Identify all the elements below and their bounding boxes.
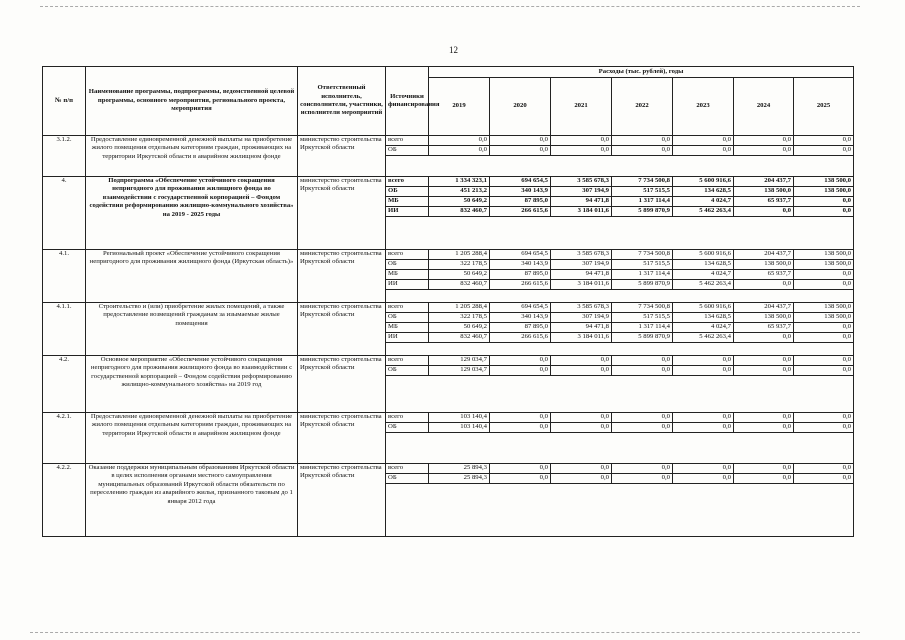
value-cell: 340 143,9 — [490, 260, 551, 270]
value-cell: 0,0 — [794, 333, 854, 343]
row-number: 3.1.2. — [43, 136, 86, 177]
value-cell: 0,0 — [673, 464, 734, 474]
row-responsible: министерство строительства Иркутской области — [298, 250, 386, 303]
row-name: Подпрограмма «Обеспечение устойчивого сокращения непригодного для проживания жилищного фонда во взаимодействии с государственной корпорацией – Фондом содействия реформированию жилищно-коммунального хозяйства» на 2019 - 2025 годы — [86, 177, 298, 250]
source-cell: ОБ — [386, 423, 429, 433]
value-cell: 0,0 — [734, 356, 794, 366]
value-cell: 0,0 — [794, 323, 854, 333]
value-cell: 4 024,7 — [673, 323, 734, 333]
row-responsible: министерство строительства Иркутской области — [298, 464, 386, 537]
value-cell: 0,0 — [673, 413, 734, 423]
value-cell: 5 462 263,4 — [673, 280, 734, 290]
value-cell: 0,0 — [794, 270, 854, 280]
value-cell: 103 140,4 — [429, 413, 490, 423]
source-cell: всего — [386, 464, 429, 474]
value-cell: 0,0 — [612, 146, 673, 156]
value-cell: 129 034,7 — [429, 356, 490, 366]
value-cell: 0,0 — [551, 366, 612, 376]
value-cell: 4 024,7 — [673, 270, 734, 280]
row-responsible: министерство строительства Иркутской области — [298, 356, 386, 413]
value-cell: 0,0 — [612, 136, 673, 146]
value-cell: 832 460,7 — [429, 207, 490, 217]
value-cell: 5 899 870,9 — [612, 333, 673, 343]
row-responsible: министерство строительства Иркутской области — [298, 303, 386, 356]
value-cell: 0,0 — [794, 464, 854, 474]
filler-cell — [386, 156, 854, 177]
source-cell: всего — [386, 303, 429, 313]
source-cell: ОБ — [386, 260, 429, 270]
value-cell: 0,0 — [490, 366, 551, 376]
page-number: 12 — [449, 45, 458, 55]
value-cell: 0,0 — [612, 423, 673, 433]
row-number: 4.1.1. — [43, 303, 86, 356]
value-cell: 1 334 323,1 — [429, 177, 490, 187]
scan-noise — [30, 632, 860, 633]
value-cell: 517 515,5 — [612, 313, 673, 323]
value-cell: 65 937,7 — [734, 270, 794, 280]
value-cell: 517 515,5 — [612, 260, 673, 270]
value-cell: 0,0 — [429, 146, 490, 156]
filler-cell — [386, 376, 854, 413]
value-cell: 1 317 114,4 — [612, 197, 673, 207]
value-cell: 0,0 — [490, 413, 551, 423]
value-cell: 7 734 500,8 — [612, 303, 673, 313]
value-cell: 65 937,7 — [734, 197, 794, 207]
value-cell: 307 194,9 — [551, 260, 612, 270]
header-year: 2020 — [490, 78, 551, 136]
value-cell: 451 213,2 — [429, 187, 490, 197]
value-cell: 50 649,2 — [429, 270, 490, 280]
value-cell: 0,0 — [673, 136, 734, 146]
value-cell: 1 317 114,4 — [612, 323, 673, 333]
row-name: Основное мероприятие «Обеспечение устойчивого сокращения непригодного для проживания жилищного фонда во взаимодействии с государственной корпорацией – Фондом содействия реформированию жилищно-коммунального хозяйства» на 2019 год — [86, 356, 298, 413]
value-cell: 517 515,5 — [612, 187, 673, 197]
value-cell: 0,0 — [734, 280, 794, 290]
value-cell: 0,0 — [734, 146, 794, 156]
value-cell: 1 205 288,4 — [429, 250, 490, 260]
header-year: 2023 — [673, 78, 734, 136]
value-cell: 322 178,5 — [429, 260, 490, 270]
row-name: Строительство и (или) приобретение жилых помещений, а также предоставление возмещений гражданам за изымаемые жилые помещения — [86, 303, 298, 356]
filler-cell — [386, 484, 854, 537]
value-cell: 266 615,6 — [490, 280, 551, 290]
value-cell: 266 615,6 — [490, 207, 551, 217]
value-cell: 5 600 916,6 — [673, 250, 734, 260]
value-cell: 94 471,8 — [551, 270, 612, 280]
value-cell: 103 140,4 — [429, 423, 490, 433]
value-cell: 50 649,2 — [429, 323, 490, 333]
value-cell: 138 500,0 — [794, 187, 854, 197]
header-year: 2021 — [551, 78, 612, 136]
source-cell: МБ — [386, 270, 429, 280]
value-cell: 0,0 — [794, 207, 854, 217]
row-name: Оказание поддержки муниципальным образованиям Иркутской области в целях исполнения органами местного самоуправления муниципальных образований Иркутской области обязательств по переселению граждан из аварийного жилья, признанного таковым до 1 января 2012 года — [86, 464, 298, 537]
value-cell: 694 654,5 — [490, 303, 551, 313]
header-row — [43, 67, 854, 78]
value-cell: 3 585 678,3 — [551, 177, 612, 187]
table-row — [43, 303, 854, 313]
value-cell: 0,0 — [612, 464, 673, 474]
value-cell: 0,0 — [490, 464, 551, 474]
filler-cell — [386, 217, 854, 250]
source-cell: ОБ — [386, 474, 429, 484]
source-cell: МБ — [386, 323, 429, 333]
value-cell: 1 205 288,4 — [429, 303, 490, 313]
value-cell: 0,0 — [612, 356, 673, 366]
value-cell: 0,0 — [734, 423, 794, 433]
row-number: 4. — [43, 177, 86, 250]
header-year: 2022 — [612, 78, 673, 136]
value-cell: 0,0 — [734, 207, 794, 217]
value-cell: 204 437,7 — [734, 177, 794, 187]
value-cell: 138 500,0 — [794, 260, 854, 270]
value-cell: 0,0 — [612, 474, 673, 484]
source-cell: ОБ — [386, 187, 429, 197]
source-cell: всего — [386, 177, 429, 187]
value-cell: 0,0 — [794, 356, 854, 366]
value-cell: 0,0 — [734, 413, 794, 423]
value-cell: 0,0 — [551, 423, 612, 433]
filler-cell — [386, 290, 854, 303]
value-cell: 5 899 870,9 — [612, 207, 673, 217]
header-name: Наименование программы, подпрограммы, ведомственной целевой программы, основного мероприятия, регионального проекта, мероприятия — [86, 67, 298, 136]
filler-cell — [386, 433, 854, 464]
value-cell: 3 184 011,6 — [551, 207, 612, 217]
value-cell: 0,0 — [673, 474, 734, 484]
table-row — [43, 136, 854, 146]
header-source: Источники финансирования — [386, 67, 429, 136]
value-cell: 1 317 114,4 — [612, 270, 673, 280]
value-cell: 134 628,5 — [673, 313, 734, 323]
value-cell: 138 500,0 — [734, 313, 794, 323]
value-cell: 0,0 — [673, 146, 734, 156]
value-cell: 87 895,0 — [490, 270, 551, 280]
budget-table — [42, 66, 854, 537]
value-cell: 5 462 263,4 — [673, 333, 734, 343]
source-cell: ИИ — [386, 333, 429, 343]
value-cell: 0,0 — [794, 197, 854, 207]
value-cell: 5 600 916,6 — [673, 303, 734, 313]
value-cell: 87 895,0 — [490, 197, 551, 207]
source-cell: ИИ — [386, 207, 429, 217]
source-cell: ОБ — [386, 313, 429, 323]
value-cell: 307 194,9 — [551, 313, 612, 323]
table-row — [43, 356, 854, 366]
value-cell: 0,0 — [794, 423, 854, 433]
value-cell: 5 600 916,6 — [673, 177, 734, 187]
value-cell: 0,0 — [734, 366, 794, 376]
source-cell: ОБ — [386, 366, 429, 376]
table-row — [43, 250, 854, 260]
row-responsible: министерство строительства Иркутской области — [298, 177, 386, 250]
row-number: 4.2.2. — [43, 464, 86, 537]
value-cell: 138 500,0 — [794, 250, 854, 260]
value-cell: 94 471,8 — [551, 323, 612, 333]
value-cell: 0,0 — [794, 474, 854, 484]
value-cell: 340 143,9 — [490, 313, 551, 323]
value-cell: 134 628,5 — [673, 187, 734, 197]
value-cell: 0,0 — [673, 356, 734, 366]
value-cell: 0,0 — [612, 413, 673, 423]
value-cell: 134 628,5 — [673, 260, 734, 270]
source-cell: ОБ — [386, 146, 429, 156]
source-cell: всего — [386, 136, 429, 146]
value-cell: 138 500,0 — [794, 177, 854, 187]
value-cell: 0,0 — [734, 464, 794, 474]
value-cell: 0,0 — [551, 413, 612, 423]
value-cell: 0,0 — [490, 146, 551, 156]
value-cell: 0,0 — [734, 474, 794, 484]
value-cell: 0,0 — [490, 423, 551, 433]
row-number: 4.2.1. — [43, 413, 86, 464]
value-cell: 3 585 678,3 — [551, 250, 612, 260]
value-cell: 138 500,0 — [734, 187, 794, 197]
row-name: Предоставление единовременной денежной выплаты на приобретение жилого помещения отдельным категориям граждан, проживающих на территории Иркутской области в аварийном жилищном фонде — [86, 136, 298, 177]
table-row — [43, 413, 854, 423]
header-year: 2019 — [429, 78, 490, 136]
header-year: 2024 — [734, 78, 794, 136]
value-cell: 94 471,8 — [551, 197, 612, 207]
value-cell: 204 437,7 — [734, 303, 794, 313]
row-number: 4.1. — [43, 250, 86, 303]
source-cell: ИИ — [386, 280, 429, 290]
value-cell: 0,0 — [734, 136, 794, 146]
value-cell: 832 460,7 — [429, 280, 490, 290]
value-cell: 0,0 — [794, 413, 854, 423]
value-cell: 0,0 — [794, 366, 854, 376]
filler-cell — [386, 343, 854, 356]
header-num: № п/п — [43, 67, 86, 136]
value-cell: 0,0 — [490, 136, 551, 146]
table-body — [43, 136, 854, 537]
value-cell: 65 937,7 — [734, 323, 794, 333]
value-cell: 50 649,2 — [429, 197, 490, 207]
value-cell: 5 899 870,9 — [612, 280, 673, 290]
value-cell: 0,0 — [551, 136, 612, 146]
row-name: Региональный проект «Обеспечение устойчивого сокращения непригодного для проживания жилищного фонда (Иркутская область)» — [86, 250, 298, 303]
value-cell: 25 894,3 — [429, 474, 490, 484]
value-cell: 138 500,0 — [794, 303, 854, 313]
value-cell: 0,0 — [551, 464, 612, 474]
value-cell: 129 034,7 — [429, 366, 490, 376]
header-expenses: Расходы (тыс. рублей), годы — [429, 67, 854, 78]
source-cell: МБ — [386, 197, 429, 207]
value-cell: 3 184 011,6 — [551, 280, 612, 290]
row-responsible: министерство строительства Иркутской области — [298, 413, 386, 464]
value-cell: 694 654,5 — [490, 177, 551, 187]
value-cell: 340 143,9 — [490, 187, 551, 197]
value-cell: 87 895,0 — [490, 323, 551, 333]
value-cell: 138 500,0 — [734, 260, 794, 270]
source-cell: всего — [386, 356, 429, 366]
header-responsible: Ответственный исполнитель, соисполнители, участники, исполнители мероприятий — [298, 67, 386, 136]
row-number: 4.2. — [43, 356, 86, 413]
value-cell: 0,0 — [612, 366, 673, 376]
header-year: 2025 — [794, 78, 854, 136]
value-cell: 3 184 011,6 — [551, 333, 612, 343]
value-cell: 0,0 — [551, 356, 612, 366]
value-cell: 4 024,7 — [673, 197, 734, 207]
value-cell: 7 734 500,8 — [612, 250, 673, 260]
value-cell: 138 500,0 — [794, 313, 854, 323]
value-cell: 25 894,3 — [429, 464, 490, 474]
value-cell: 0,0 — [673, 423, 734, 433]
value-cell: 0,0 — [490, 356, 551, 366]
value-cell: 5 462 263,4 — [673, 207, 734, 217]
value-cell: 204 437,7 — [734, 250, 794, 260]
table-row — [43, 177, 854, 187]
value-cell: 307 194,9 — [551, 187, 612, 197]
value-cell: 0,0 — [794, 136, 854, 146]
value-cell: 0,0 — [794, 280, 854, 290]
value-cell: 0,0 — [551, 146, 612, 156]
row-name: Предоставление единовременной денежной выплаты на приобретение жилого помещения отдельным категориям граждан, проживающих на территории Иркутской области в аварийном жилищном фонде — [86, 413, 298, 464]
value-cell: 0,0 — [551, 474, 612, 484]
value-cell: 3 585 678,3 — [551, 303, 612, 313]
value-cell: 0,0 — [673, 366, 734, 376]
source-cell: всего — [386, 250, 429, 260]
value-cell: 266 615,6 — [490, 333, 551, 343]
value-cell: 0,0 — [794, 146, 854, 156]
scan-noise — [40, 6, 860, 7]
value-cell: 0,0 — [490, 474, 551, 484]
value-cell: 322 178,5 — [429, 313, 490, 323]
row-responsible: министерство строительства Иркутской области — [298, 136, 386, 177]
value-cell: 0,0 — [734, 333, 794, 343]
table-row — [43, 464, 854, 474]
value-cell: 832 460,7 — [429, 333, 490, 343]
value-cell: 0,0 — [429, 136, 490, 146]
source-cell: всего — [386, 413, 429, 423]
value-cell: 694 654,5 — [490, 250, 551, 260]
value-cell: 7 734 500,8 — [612, 177, 673, 187]
